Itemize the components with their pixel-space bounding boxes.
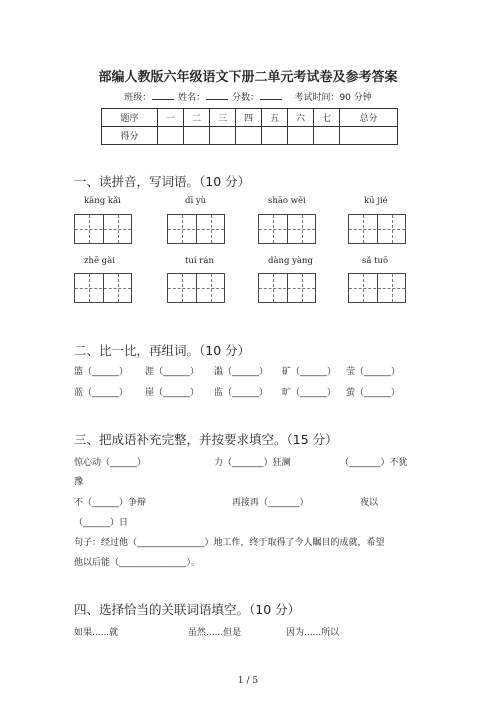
idiom-item[interactable]: 力（_______）狂澜 [214,458,291,468]
idiom-item[interactable]: 夜以 [360,498,379,508]
score-table-header-row [102,109,398,127]
pinyin-label: zhē gài [84,256,115,266]
header-cell: 题序 [102,109,158,127]
class-label: 班级： [124,93,152,103]
compare-item[interactable]: 蓝（______） [74,388,129,398]
sentence-line[interactable]: 他以后能（_______________）。 [74,558,201,568]
tianzige-box[interactable] [348,273,406,303]
header-cell: 二 [184,109,210,127]
exam-time: 考试时间：90 分钟 [294,93,372,103]
conjunction-option: 如果......就 [74,628,119,638]
header-cell: 六 [288,109,314,127]
tianzige-box[interactable] [167,214,225,244]
section-3-heading: 三、把成语补充完整，并按要求填空。（15 分） [74,432,338,447]
score-cell[interactable] [314,127,340,145]
score-cell[interactable] [158,127,184,145]
idiom-item[interactable]: 不（______）争辩 [74,498,147,508]
conjunction-option: 虽然......但是 [188,628,242,638]
score-cell[interactable] [184,127,210,145]
score-label: 分数： [231,93,259,103]
header-cell: 七 [314,109,340,127]
pinyin-label: tuí rán [185,256,214,266]
header-cell: 总分 [340,109,398,127]
page-title: 部编人教版六年级语文下册二单元考试卷及参考答案 [98,70,398,85]
conjunction-option: 因为......所以 [286,628,340,638]
compare-item[interactable]: 滥（______） [214,367,269,377]
pinyin-label: kū jié [364,196,388,206]
name-label: 姓名： [178,93,206,103]
idiom-item-wrap[interactable]: （______）日 [74,518,129,528]
score-table [101,108,398,145]
compare-item[interactable]: 萤（______） [346,388,401,398]
section-4-heading: 四、选择恰当的关联词语填空。（10 分） [74,602,301,617]
idiom-item-wrap: 豫 [74,477,84,487]
header-cell: 四 [236,109,262,127]
compare-item[interactable]: 旷（______） [282,388,337,398]
tianzige-box[interactable] [258,214,316,244]
tianzige-box[interactable] [258,273,316,303]
class-blank[interactable] [152,90,174,100]
score-cell[interactable] [262,127,288,145]
score-cell[interactable] [236,127,262,145]
idiom-item[interactable]: 再接再（_______） [232,498,309,508]
pinyin-label: shāo wēi [268,196,306,206]
compare-item[interactable]: 篮（______） [74,367,129,377]
student-info-line [0,90,496,103]
name-blank[interactable] [206,90,228,100]
tianzige-box[interactable] [167,273,225,303]
idiom-item[interactable]: （_______）不犹 [340,458,408,468]
header-cell: 一 [158,109,184,127]
tianzige-box[interactable] [74,214,132,244]
pinyin-label: dàng yàng [268,256,313,266]
compare-item[interactable]: 矿（______） [282,367,337,377]
compare-item[interactable]: 监（______） [214,388,269,398]
score-cell[interactable] [210,127,236,145]
pinyin-label: sǎ tuō [362,256,389,266]
tianzige-box[interactable] [348,214,406,244]
idiom-item[interactable]: 惊心动（______） [74,458,147,468]
section-1-heading: 一、读拼音，写词语。（10 分） [74,174,251,189]
page-number: 1 / 5 [237,676,259,686]
compare-item[interactable]: 崖（______） [145,388,200,398]
score-table-score-row [102,127,398,145]
sentence-line[interactable]: 句子：经过他（_______________）地工作，终于取得了令人瞩目的成就，希望 [74,538,385,548]
score-row-label: 得分 [102,127,158,145]
score-cell[interactable] [340,127,398,145]
score-cell[interactable] [288,127,314,145]
section-2-heading: 二、比一比，再组词。（10 分） [74,343,251,358]
compare-item[interactable]: 涯（______） [145,367,200,377]
pinyin-label: kāng kǎi [84,196,121,206]
pinyin-label: dī yù [185,196,207,206]
header-cell: 五 [262,109,288,127]
score-blank[interactable] [260,90,282,100]
tianzige-box[interactable] [74,273,132,303]
compare-item[interactable]: 莹（______） [346,367,401,377]
header-cell: 三 [210,109,236,127]
